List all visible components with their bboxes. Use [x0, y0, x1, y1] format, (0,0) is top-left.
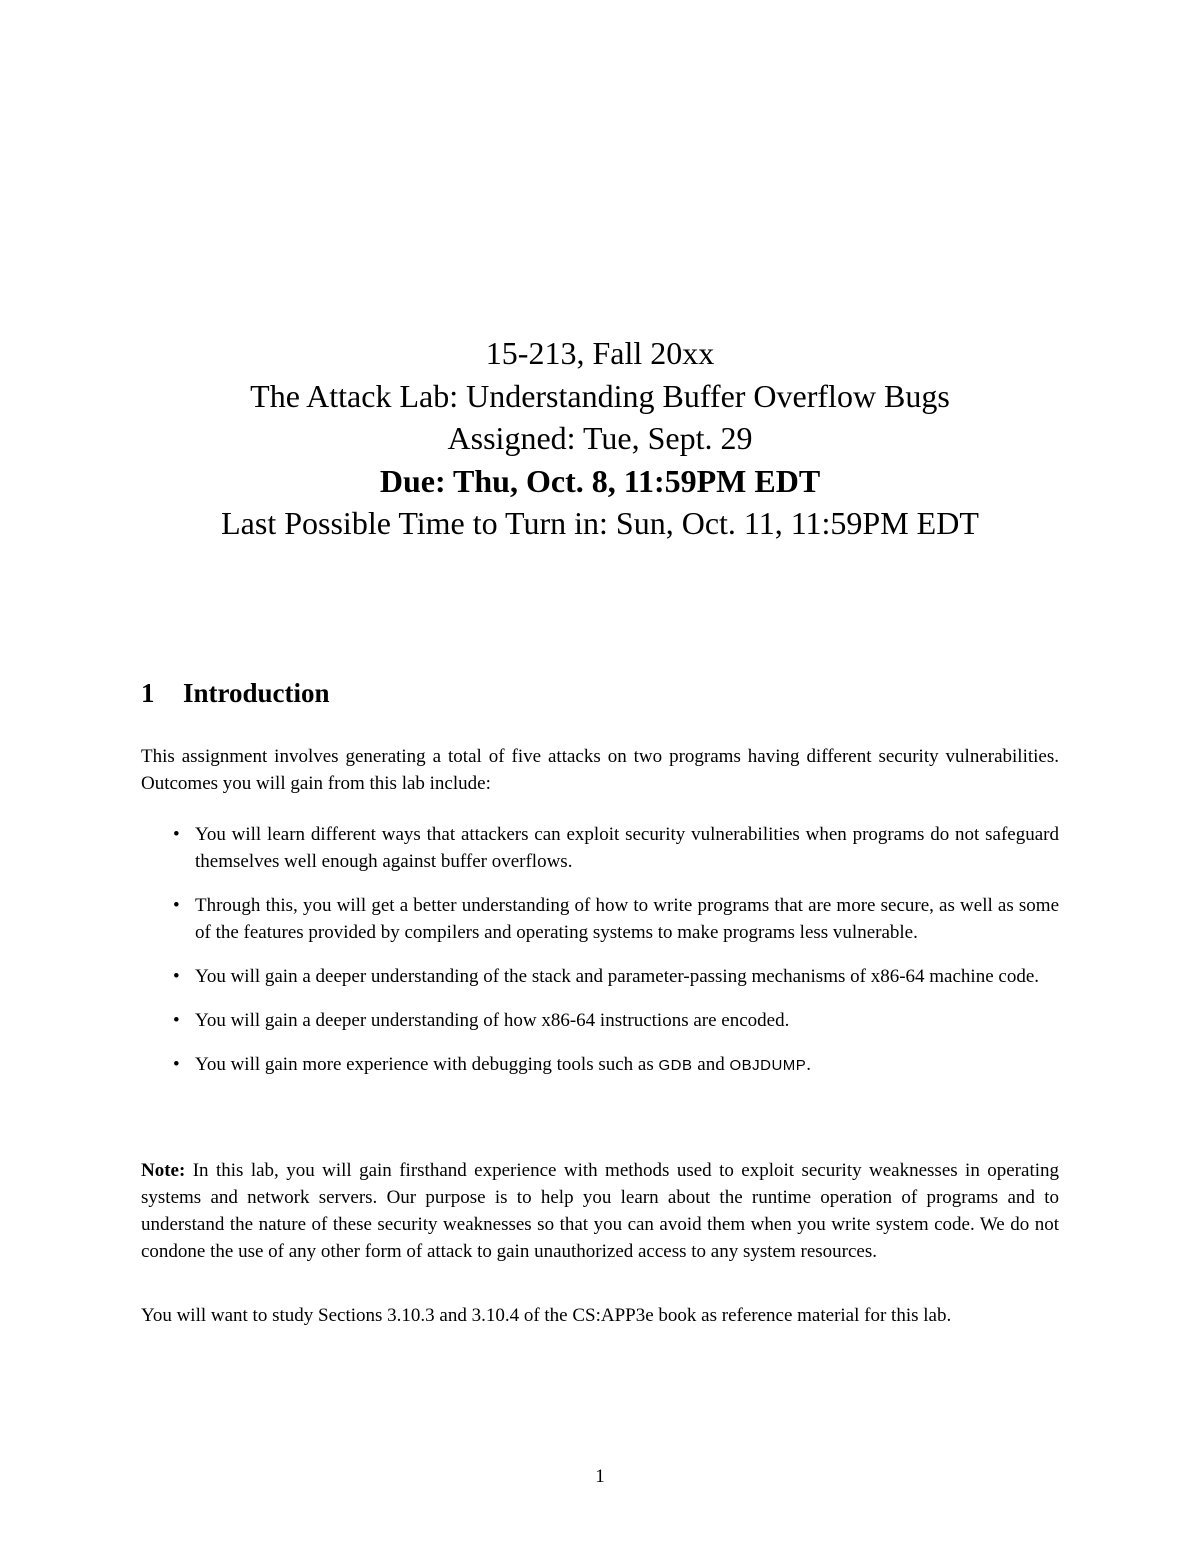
list-item-text-middle: and — [692, 1054, 730, 1075]
page-number: 1 — [595, 1466, 605, 1487]
last-possible-date: Last Possible Time to Turn in: Sun, Oct. 11, 11:59PM EDT — [221, 505, 979, 541]
note-text: In this lab, you will gain firsthand experience with methods used to exploit security weaknesses in operating systems and network servers. Our purpose is to help you learn about the runtime operation of programs and to understand the nature of these security weaknesses so that you can avoid them when you write system code. We do not condone the use of any other form of attack to gain unauthorized access to any system resources. — [141, 1160, 1059, 1262]
note-paragraph — [141, 1157, 1059, 1265]
lab-title: The Attack Lab: Understanding Buffer Overflow Bugs — [250, 377, 950, 414]
bullet-icon: • — [173, 1054, 180, 1075]
study-paragraph: You will want to study Sections 3.10.3 and 3.10.4 of the CS:APP3e book as reference material for this lab. — [141, 1305, 952, 1326]
list-item — [141, 821, 1059, 875]
bullet-icon: • — [173, 824, 180, 845]
course-line: 15-213, Fall 20xx — [485, 335, 715, 371]
list-item-text-prefix: You will gain more experience with debugging tools such as — [195, 1054, 659, 1075]
list-item-text: You will gain a deeper understanding of how x86-64 instructions are encoded. — [195, 1010, 790, 1031]
list-item — [141, 963, 1059, 990]
section-number: 1 — [141, 678, 155, 708]
title-block — [0, 332, 1200, 545]
bullet-icon: • — [173, 895, 180, 916]
bullet-icon: • — [173, 1010, 180, 1031]
outcomes-list — [141, 821, 1059, 1096]
section-heading — [141, 678, 330, 709]
list-item-text: You will learn different ways that attackers can exploit security vulnerabilities when programs do not safeguard themselves well enough against buffer overflows. — [195, 824, 1059, 872]
bullet-icon: • — [173, 966, 180, 987]
tool-name-objdump: OBJDUMP — [729, 1057, 807, 1074]
assigned-date: Assigned: Tue, Sept. 29 — [447, 420, 753, 456]
due-date: Due: Thu, Oct. 8, 11:59PM EDT — [379, 462, 821, 499]
list-item — [141, 1051, 1059, 1079]
list-item-text-suffix: . — [806, 1054, 812, 1075]
list-item — [141, 892, 1059, 946]
list-item-text: Through this, you will get a better understanding of how to write programs that are more secure, as well as some of the features provided by compilers and operating systems to make programs less vulnerable. — [195, 895, 1059, 943]
list-item — [141, 1007, 1059, 1034]
section-title: Introduction — [183, 678, 330, 708]
intro-paragraph: This assignment involves generating a total of five attacks on two programs having different security vulnerabilities. Outcomes you will gain from this lab include: — [141, 746, 1059, 794]
list-item-text: You will gain a deeper understanding of the stack and parameter-passing mechanisms of x86-64 machine code. — [195, 966, 1039, 987]
note-label: Note: — [141, 1160, 186, 1181]
tool-name-gdb: GDB — [658, 1057, 693, 1074]
